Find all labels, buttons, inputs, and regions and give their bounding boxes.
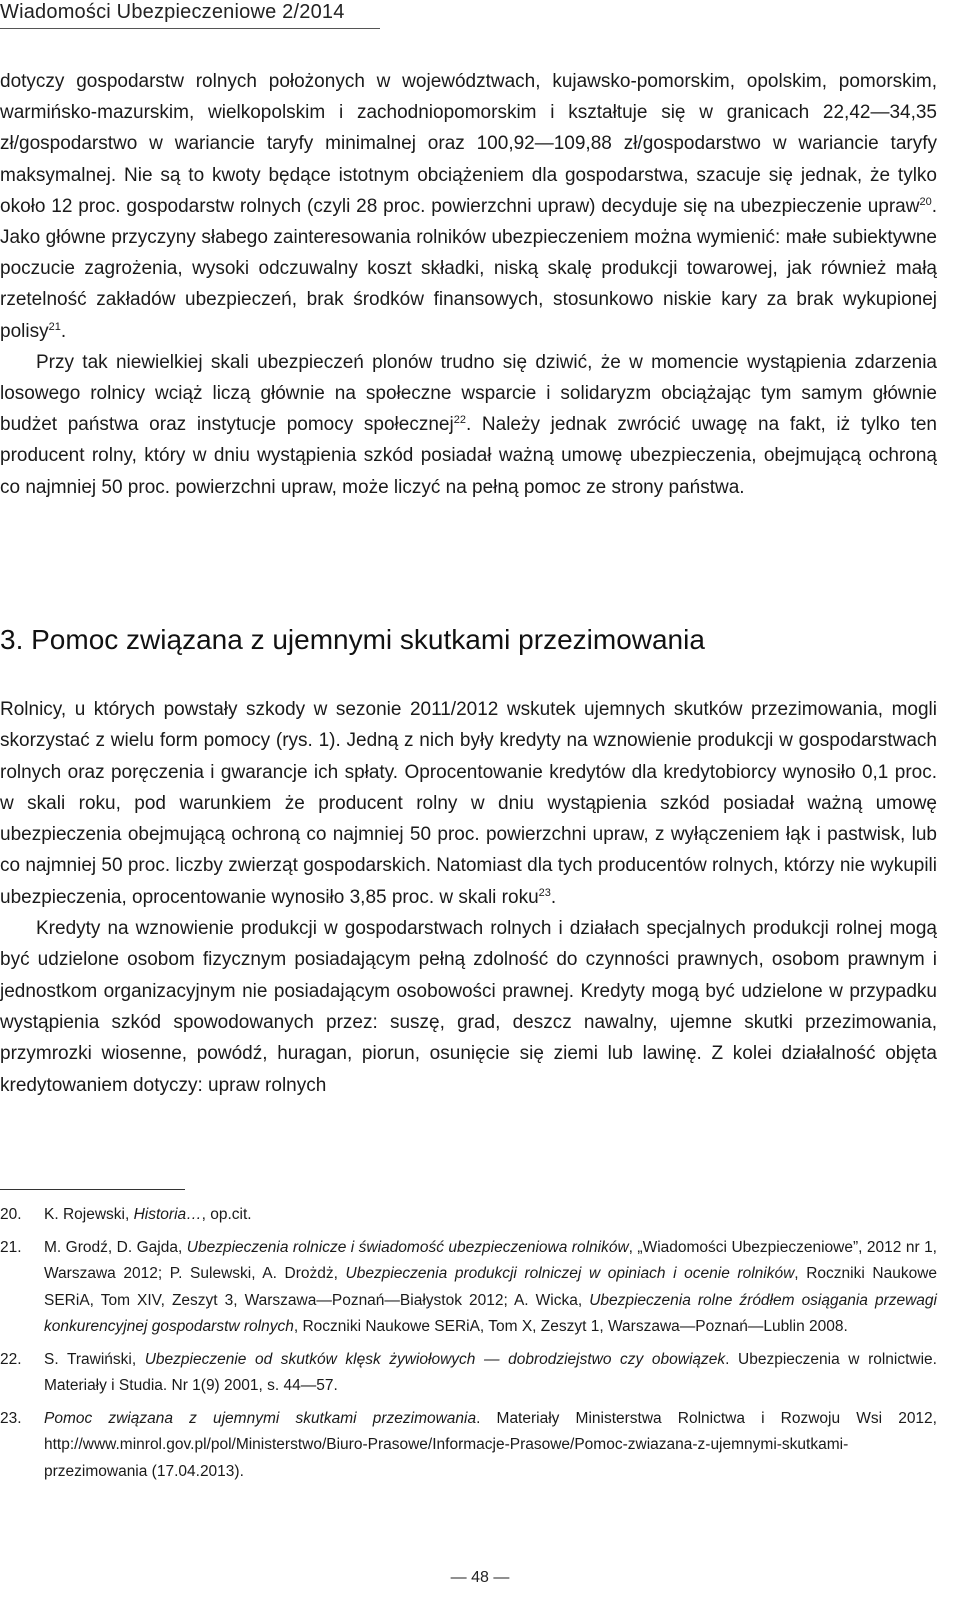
paragraph-text: . Jako główne przyczyny słabego zainteresowania rolników ubezpieczeniem można wymienić: małe subiektywne poczucie zagrożenia, wysoki odczuwalny koszt składki, niską skalę produkcji towarowej, jak również małą rzetelność zakładów ubezpieczeń, brak środków finansowych, stosunkowo niskie kary za brak wykupionej polisy bbox=[0, 195, 937, 342]
footnote-title: Pomoc związana z ujemnymi skutkami przezimowania bbox=[44, 1409, 477, 1427]
footnote-text: , Roczniki Naukowe SERiA, Tom X, Zeszyt 1, Warszawa—Poznań—Lublin 2008. bbox=[293, 1318, 848, 1335]
footnote-title: Ubezpieczenie od skutków klęsk żywiołowych — dobrodziejstwo czy obowiązek bbox=[144, 1350, 726, 1368]
footnote-number: 20. bbox=[0, 1206, 22, 1223]
footnote-text: S. Trawiński, bbox=[44, 1350, 145, 1368]
paragraph-text: . Należy jednak zwrócić uwagę na fakt, iż tylko ten producent rolny, który w dniu wystąpienia szkód posiadał ważną umowę ubezpieczenia, obejmującą ochroną co najmniej 50 proc. powierzchni upraw, może liczyć na pełną pomoc ze strony państwa. bbox=[0, 414, 937, 498]
footnote-text: , „Wiadomości Ubezpieczeniowe”, 2012 nr 1, Warszawa 2012; P. Sulewski, A. Drożdż, bbox=[44, 1238, 937, 1282]
footnote-number: 23. bbox=[0, 1409, 22, 1427]
intro-text bbox=[0, 66, 937, 503]
footnote-ref[interactable]: 20 bbox=[919, 195, 932, 208]
footnote-text[interactable]: . Materiały Ministerstwa Rolnictwa i Rozwoju Wsi 2012, http://www.minrol.gov.pl/pol/Ministerstwo/Biuro-Prasowe/Informacje-Prasowe/Pomoc-zwiazana-z-ujemnymi-skutkami-przezimowania (17.04.2013). bbox=[44, 1409, 937, 1480]
footnote-number: 21. bbox=[0, 1238, 22, 1256]
footnote-text: . Ubezpieczenia w rolnictwie. Materiały i Studia. Nr 1(9) 2001, s. 44—57. bbox=[44, 1350, 937, 1394]
footnote-divider bbox=[0, 1189, 185, 1190]
section-heading: 3. Pomoc związana z ujemnymi skutkami przezimowania bbox=[0, 624, 705, 655]
footnote-title: Ubezpieczenia rolnicze i świadomość ubezpieczeniowa rolników bbox=[186, 1238, 629, 1256]
footnote-ref[interactable]: 21 bbox=[48, 320, 61, 333]
footnote-title: Ubezpieczenia produkcji rolniczej w opiniach i ocenie rolników bbox=[345, 1265, 795, 1282]
footnote-22 bbox=[0, 1347, 937, 1400]
footnote-20 bbox=[0, 1202, 937, 1229]
journal-title: Wiadomości Ubezpieczeniowe 2/2014 bbox=[0, 1, 345, 23]
paragraph-text: Rolnicy, u których powstały szkody w sezonie 2011/2012 wskutek ujemnych skutków przezimowania, mogli skorzystać z wielu form pomocy (rys. 1). Jedną z nich były kredyty na wznowienie produkcji w gospodarstwach rolnych oraz poręczenia i gwarancje ich spłaty. Oprocentowanie kredytów dla kredytobiorcy wynosiło 0,1 proc. w skali roku, pod warunkiem że producent rolny w dniu wystąpienia szkód posiadał ważną umowę ubezpieczenia obejmującą ochroną co najmniej 50 proc. powierzchni upraw, z wyłączeniem łąk i pastwisk, lub co najmniej 50 proc. liczby zwierząt gospodarskich. Natomiast dla tych producentów rolnych, którzy nie wykupili ubezpieczenia, oprocentowanie wynosiło 3,85 proc. w skali roku bbox=[0, 699, 937, 908]
paragraph-text: . bbox=[550, 886, 557, 908]
paragraph-text: dotyczy gospodarstw rolnych położonych w województwach, kujawsko-pomorskim, opolskim, pomorskim, warmińsko-mazurskim, wielkopolskim i zachodniopomorskim i kształtuje się w granicach 22,42—34,35 zł/gospodarstwo w wariancie taryfy minimalnej oraz 100,92—109,88 zł/gospodarstwo w wariancie taryfy maksymalnej. Nie są to kwoty będące istotnym obciążeniem dla gospodarstwa, szacuje się jednak, że tylko około 12 proc. gospodarstw rolnych (czyli 28 proc. powierzchni upraw) decyduje się na ubezpieczenie upraw bbox=[0, 71, 937, 217]
footnote-ref[interactable]: 22 bbox=[453, 414, 466, 427]
paragraph-text: . bbox=[60, 320, 67, 342]
footnote-text: , op.cit. bbox=[201, 1206, 252, 1223]
section-text bbox=[0, 694, 937, 1101]
footnote-number: 22. bbox=[0, 1350, 22, 1368]
footnotes bbox=[0, 1202, 937, 1491]
paragraph-text: Przy tak niewielkiej skali ubezpieczeń plonów trudno się dziwić, że w momencie wystąpienia zdarzenia losowego rolnicy wciąż liczą głównie na społeczne wsparcie i solidaryzm obciążając tym samym głównie budżet państwa oraz instytucje pomocy społecznej bbox=[0, 351, 937, 436]
footnote-ref[interactable]: 23 bbox=[538, 886, 551, 899]
footnote-text: K. Rojewski, bbox=[44, 1206, 134, 1223]
footnote-title: Historia… bbox=[133, 1206, 202, 1223]
running-header bbox=[0, 0, 380, 29]
paragraph bbox=[0, 694, 937, 913]
footnote-text: , Roczniki Naukowe SERiA, Tom XIV, Zeszyt 3, Warszawa—Poznań—Białystok 2012; A. Wicka, bbox=[44, 1265, 938, 1309]
paragraph bbox=[0, 347, 937, 503]
footnote-title: Ubezpieczenia rolne źródłem osiągania przewagi konkurencyjnej gospodarstw rolnych bbox=[44, 1291, 937, 1335]
footnote-21 bbox=[0, 1235, 937, 1341]
paragraph bbox=[0, 66, 937, 347]
footnote-text: M. Grodź, D. Gajda, bbox=[44, 1238, 187, 1256]
page-number: — 48 — bbox=[450, 1569, 510, 1586]
footnote-23 bbox=[0, 1406, 937, 1486]
paragraph: Kredyty na wznowienie produkcji w gospodarstwach rolnych i działach specjalnych produkcji rolnej mogą być udzielone osobom fizycznym posiadającym pełną zdolność do czynności prawnych, osobom prawnym i jednostkom organizacyjnym nie posiadającym osobowości prawnej. Kredyty mogą być udzielone w przypadku wystąpienia szkód spowodowanych przez: suszę, grad, deszcz nawalny, ujemne skutki przezimowania, przymrozki wiosenne, powódź, huragan, piorun, osunięcie się ziemi lub lawinę. Z kolei działalność objęta kredytowaniem dotyczy: upraw rolnych bbox=[0, 918, 937, 1096]
